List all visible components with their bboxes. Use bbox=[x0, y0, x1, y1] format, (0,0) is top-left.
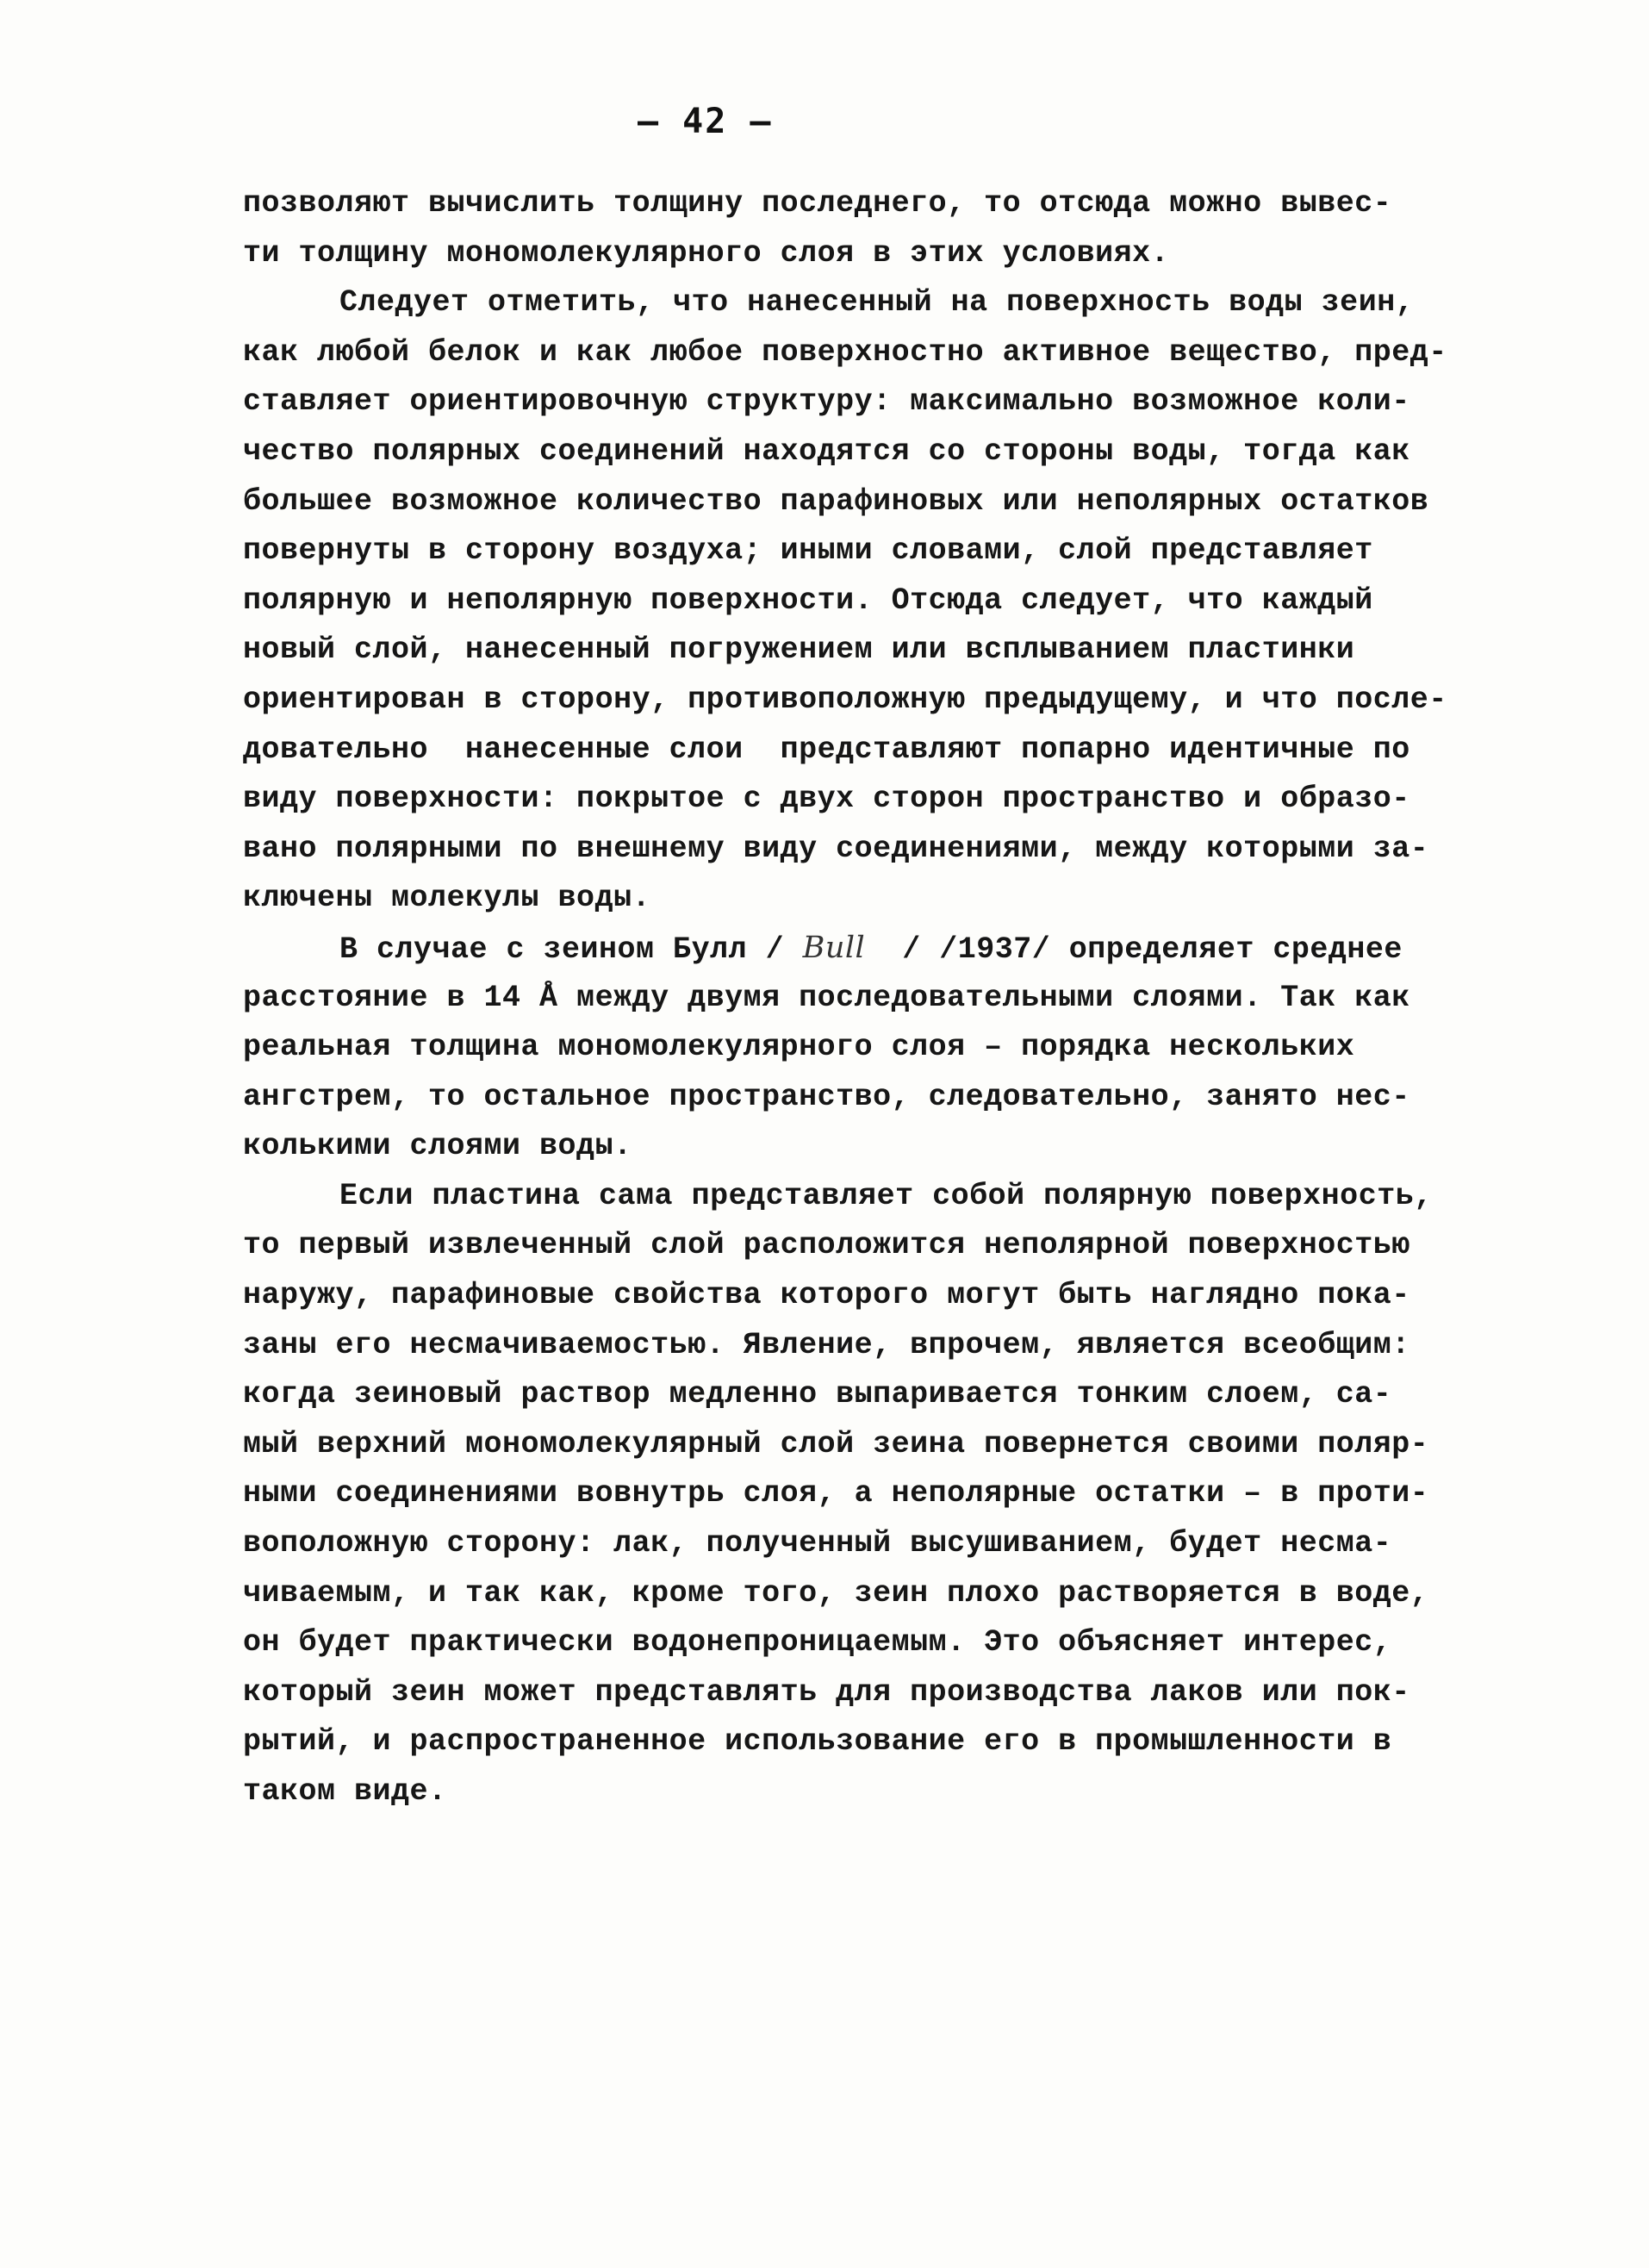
text-line bbox=[243, 1767, 1553, 1817]
line-text: реальная толщина мономолекулярного слоя – порядка нескольких bbox=[243, 1030, 1355, 1065]
line-text: ориентирован в сторону, противоположную предыдущему, и что после- bbox=[243, 682, 1447, 717]
line-text: ангстрем, то остальное пространство, следовательно, занято нес- bbox=[243, 1079, 1410, 1114]
line-text: Если пластина сама представляет собой полярную поверхность, bbox=[339, 1178, 1433, 1213]
text-line bbox=[243, 874, 1553, 924]
text-line bbox=[243, 179, 1553, 229]
line-text: чиваемым, и так как, кроме того, зеин плохо растворяется в воде, bbox=[243, 1575, 1429, 1611]
line-text: новый слой, нанесенный погружением или всплыванием пластинки bbox=[243, 632, 1355, 668]
text-line bbox=[243, 427, 1553, 477]
text-line bbox=[243, 974, 1553, 1024]
text-line bbox=[243, 924, 1553, 974]
body-text bbox=[243, 179, 1553, 1817]
text-line bbox=[243, 1172, 1553, 1222]
line-text: который зеин может представлять для производства лаков или пок- bbox=[243, 1674, 1410, 1710]
text-line bbox=[243, 1668, 1553, 1718]
text-line bbox=[243, 377, 1553, 427]
text-line bbox=[243, 1073, 1553, 1123]
text-line bbox=[243, 775, 1553, 825]
line-text: В случае с зеином Булл / bbox=[339, 932, 803, 967]
line-text: то первый извлеченный слой расположится неполярной поверхностью bbox=[243, 1228, 1410, 1263]
text-line bbox=[243, 1122, 1553, 1172]
line-text: как любой белок и как любое поверхностно активное вещество, пред- bbox=[243, 334, 1447, 370]
text-line bbox=[243, 676, 1553, 726]
line-text: позволяют вычислить толщину последнего, то отсюда можно вывес- bbox=[243, 186, 1392, 221]
line-text: воположную сторону: лак, полученный высушиванием, будет несма- bbox=[243, 1526, 1392, 1561]
handwritten-annotation: Bull bbox=[802, 930, 866, 965]
text-line bbox=[243, 1569, 1553, 1619]
line-text-continued: / /1937/ определяет среднее bbox=[865, 932, 1403, 967]
text-line bbox=[243, 1271, 1553, 1321]
text-line bbox=[243, 1023, 1553, 1073]
line-text: чество полярных соединений находятся со стороны воды, тогда как bbox=[243, 433, 1410, 469]
line-text: он будет практически водонепроницаемым. Это объясняет интерес, bbox=[243, 1625, 1392, 1660]
text-line bbox=[243, 229, 1553, 279]
line-text: ными соединениями вовнутрь слоя, а неполярные остатки – в проти- bbox=[243, 1476, 1429, 1511]
line-text: колькими слоями воды. bbox=[243, 1129, 632, 1164]
line-text: когда зеиновый раствор медленно выпаривается тонким слоем, са- bbox=[243, 1377, 1392, 1412]
text-line bbox=[243, 1370, 1553, 1420]
line-text: повернуты в сторону воздуха; иными словами, слой представляет bbox=[243, 533, 1373, 569]
text-line bbox=[243, 726, 1553, 776]
line-text: большее возможное количество парафиновых или неполярных остатков bbox=[243, 483, 1429, 519]
text-line bbox=[243, 1519, 1553, 1569]
text-line bbox=[243, 1717, 1553, 1767]
text-line bbox=[243, 1221, 1553, 1271]
text-line bbox=[243, 626, 1553, 676]
line-text: наружу, парафиновые свойства которого могут быть наглядно пока- bbox=[243, 1278, 1410, 1313]
line-text: мый верхний мономолекулярный слой зеина повернется своими поляр- bbox=[243, 1426, 1429, 1461]
line-text: заны его несмачиваемостью. Явление, впрочем, является всеобщим: bbox=[243, 1327, 1410, 1362]
text-line bbox=[243, 576, 1553, 626]
line-text: ставляет ориентировочную структуру: максимально возможное коли- bbox=[243, 384, 1410, 420]
line-text: таком виде. bbox=[243, 1774, 447, 1809]
text-line bbox=[243, 278, 1553, 328]
line-text: полярную и неполярную поверхности. Отсюда следует, что каждый bbox=[243, 583, 1373, 618]
line-text: ключены молекулы воды. bbox=[243, 881, 651, 916]
text-line bbox=[243, 328, 1553, 378]
page-number: – 42 – bbox=[638, 102, 773, 141]
text-line bbox=[243, 526, 1553, 576]
line-text: довательно нанесенные слои представляют попарно идентичные по bbox=[243, 732, 1410, 767]
line-text: Следует отметить, что нанесенный на поверхность воды зеин, bbox=[339, 285, 1415, 321]
text-line bbox=[243, 1469, 1553, 1519]
line-text: ти толщину мономолекулярного слоя в этих условиях. bbox=[243, 235, 1170, 271]
text-line bbox=[243, 1321, 1553, 1371]
line-text: расстояние в 14 Å между двумя последовательными слоями. Так как bbox=[243, 980, 1410, 1015]
text-line bbox=[243, 477, 1553, 527]
text-line bbox=[243, 825, 1553, 875]
line-text: рытий, и распространенное использование его в промышленности в bbox=[243, 1724, 1392, 1760]
line-text: виду поверхности: покрытое с двух сторон пространство и образо- bbox=[243, 782, 1410, 817]
text-line bbox=[243, 1618, 1553, 1668]
text-line bbox=[243, 1420, 1553, 1470]
line-text: вано полярными по внешнему виду соединениями, между которыми за- bbox=[243, 831, 1429, 866]
